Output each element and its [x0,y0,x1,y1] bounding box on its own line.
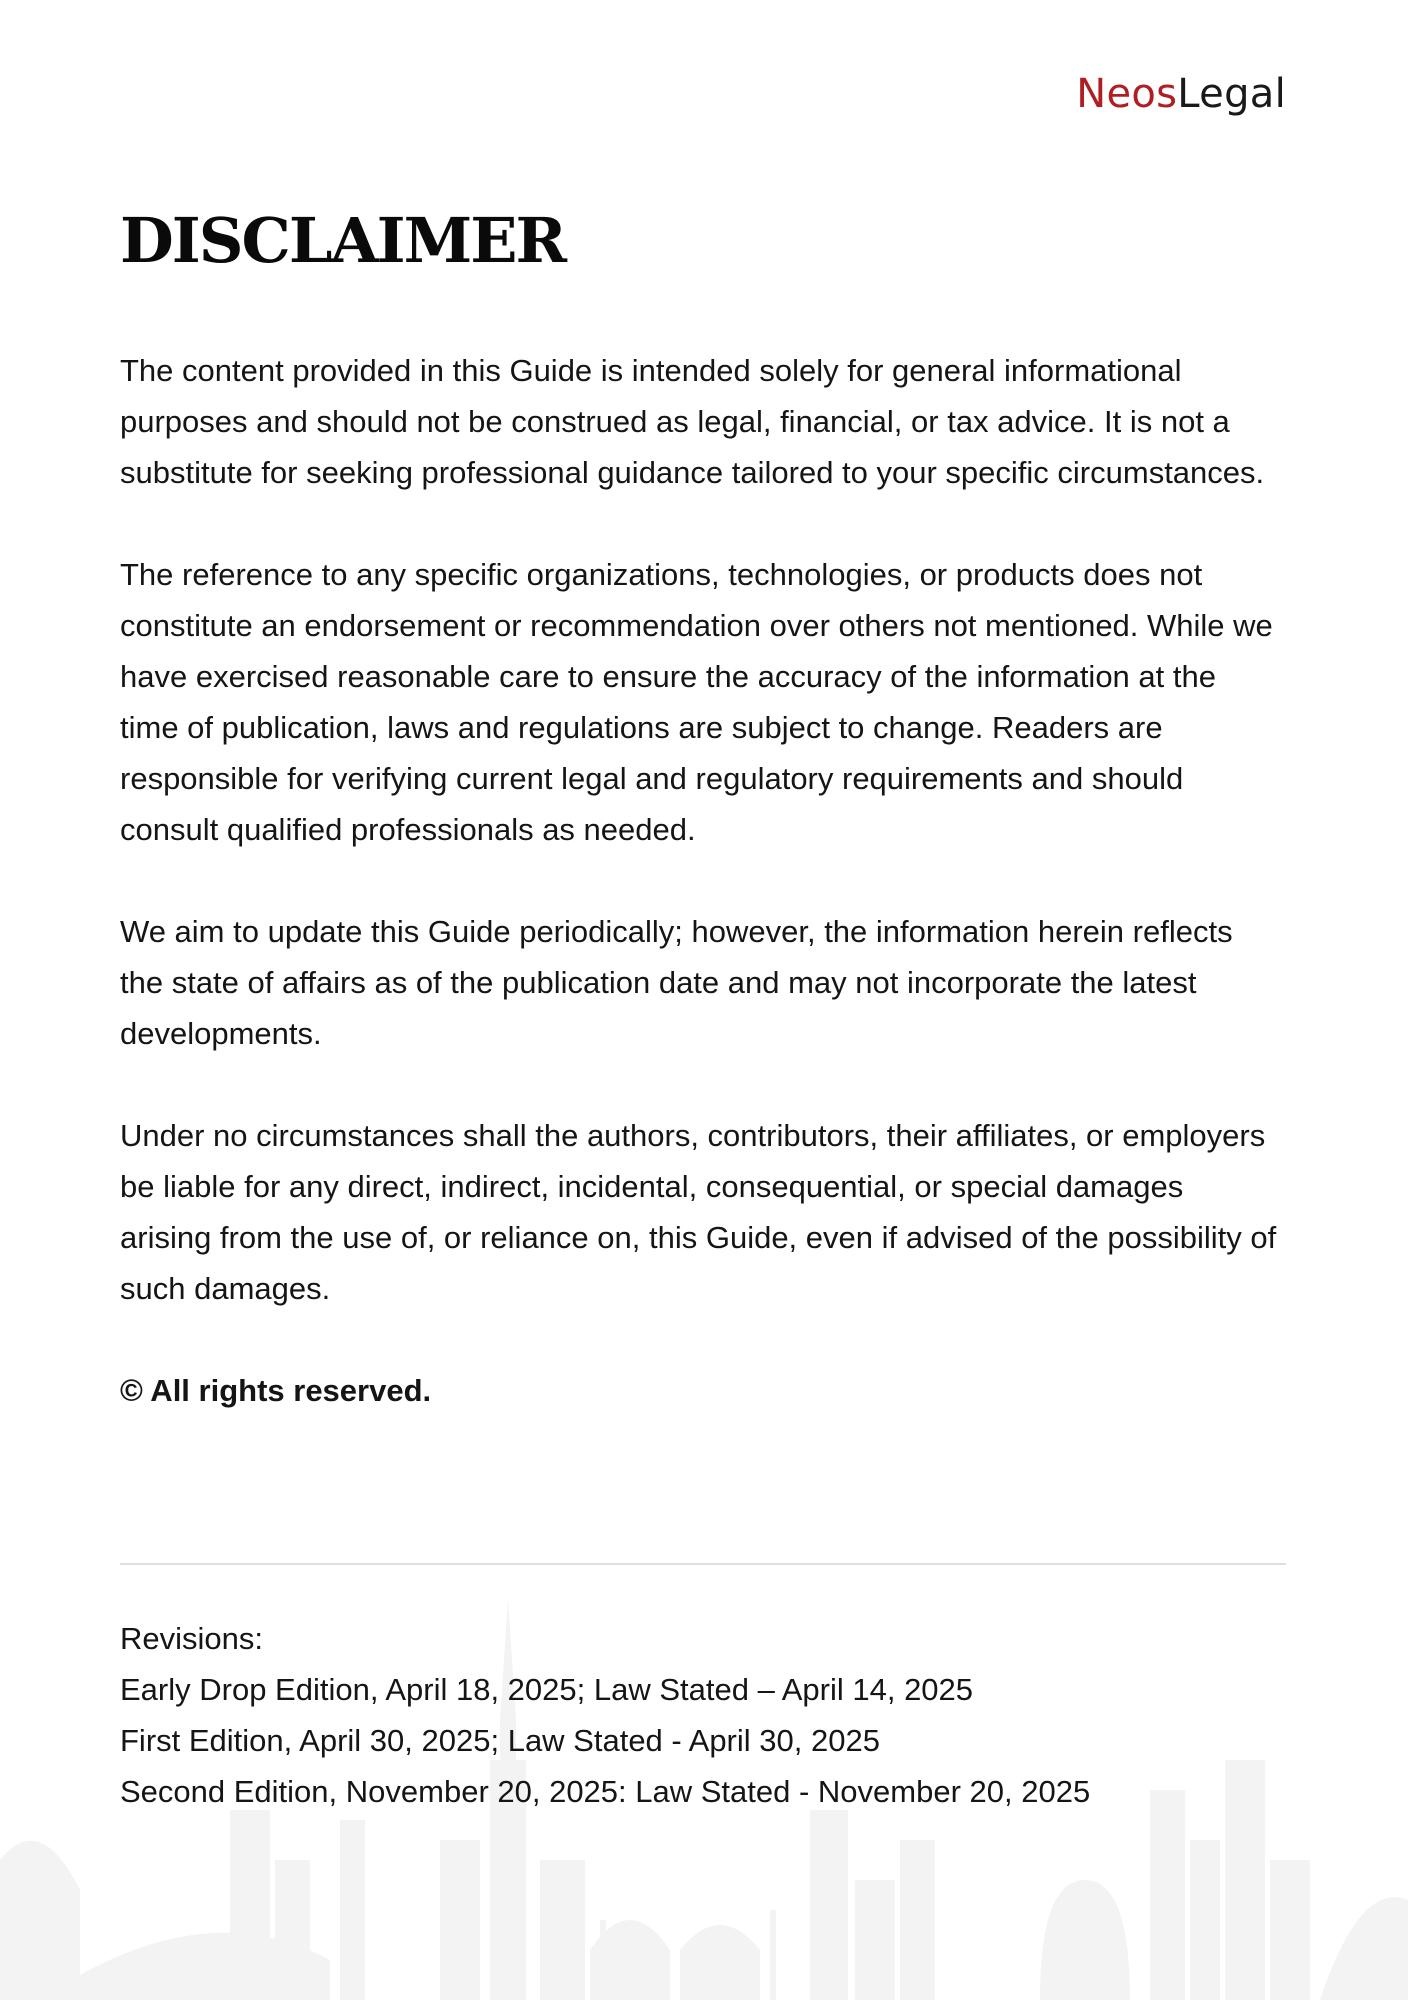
brand-logo-part2: Legal [1177,71,1286,117]
revision-item: Early Drop Edition, April 18, 2025; Law Stated – April 14, 2025 [120,1672,974,1707]
brand-logo-part1: Neos [1076,71,1178,117]
brand-logo [1076,71,1286,117]
revisions-section [120,1613,1090,1817]
paragraph-4: Under no circumstances shall the authors, contributors, their affiliates, or employers be liable for any direct, indirect, incidental, consequential, or special damages arising from the use of, or reliance on, this Guide, even if advised of the possibility of such damages. [120,1118,1277,1306]
revision-item: First Edition, April 30, 2025; Law Stated - April 30, 2025 [120,1723,880,1758]
revisions-heading: Revisions: [120,1621,263,1656]
rights-notice: © All rights reserved. [120,1373,432,1408]
paragraph-1: The content provided in this Guide is intended solely for general informational purposes and should not be construed as legal, financial, or tax advice. It is not a substitute for seeking professional guidance tailored to your specific circumstances. [120,353,1265,490]
disclaimer-body [120,345,1280,1467]
paragraph-2: The reference to any specific organizations, technologies, or products does not constitute an endorsement or recommendation over others not mentioned. While we have exercised reasonable care to ensure the accuracy of the information at the time of publication, laws and regulations are subject to change. Readers are responsible for verifying current legal and regulatory requirements and should consult qualified professionals as needed. [120,557,1273,847]
paragraph-3: We aim to update this Guide periodically; however, the information herein reflects the state of affairs as of the publication date and may not incorporate the latest developments. [120,914,1233,1051]
revision-item: Second Edition, November 20, 2025: Law Stated - November 20, 2025 [120,1774,1091,1809]
page-title: DISCLAIMER [120,204,565,277]
